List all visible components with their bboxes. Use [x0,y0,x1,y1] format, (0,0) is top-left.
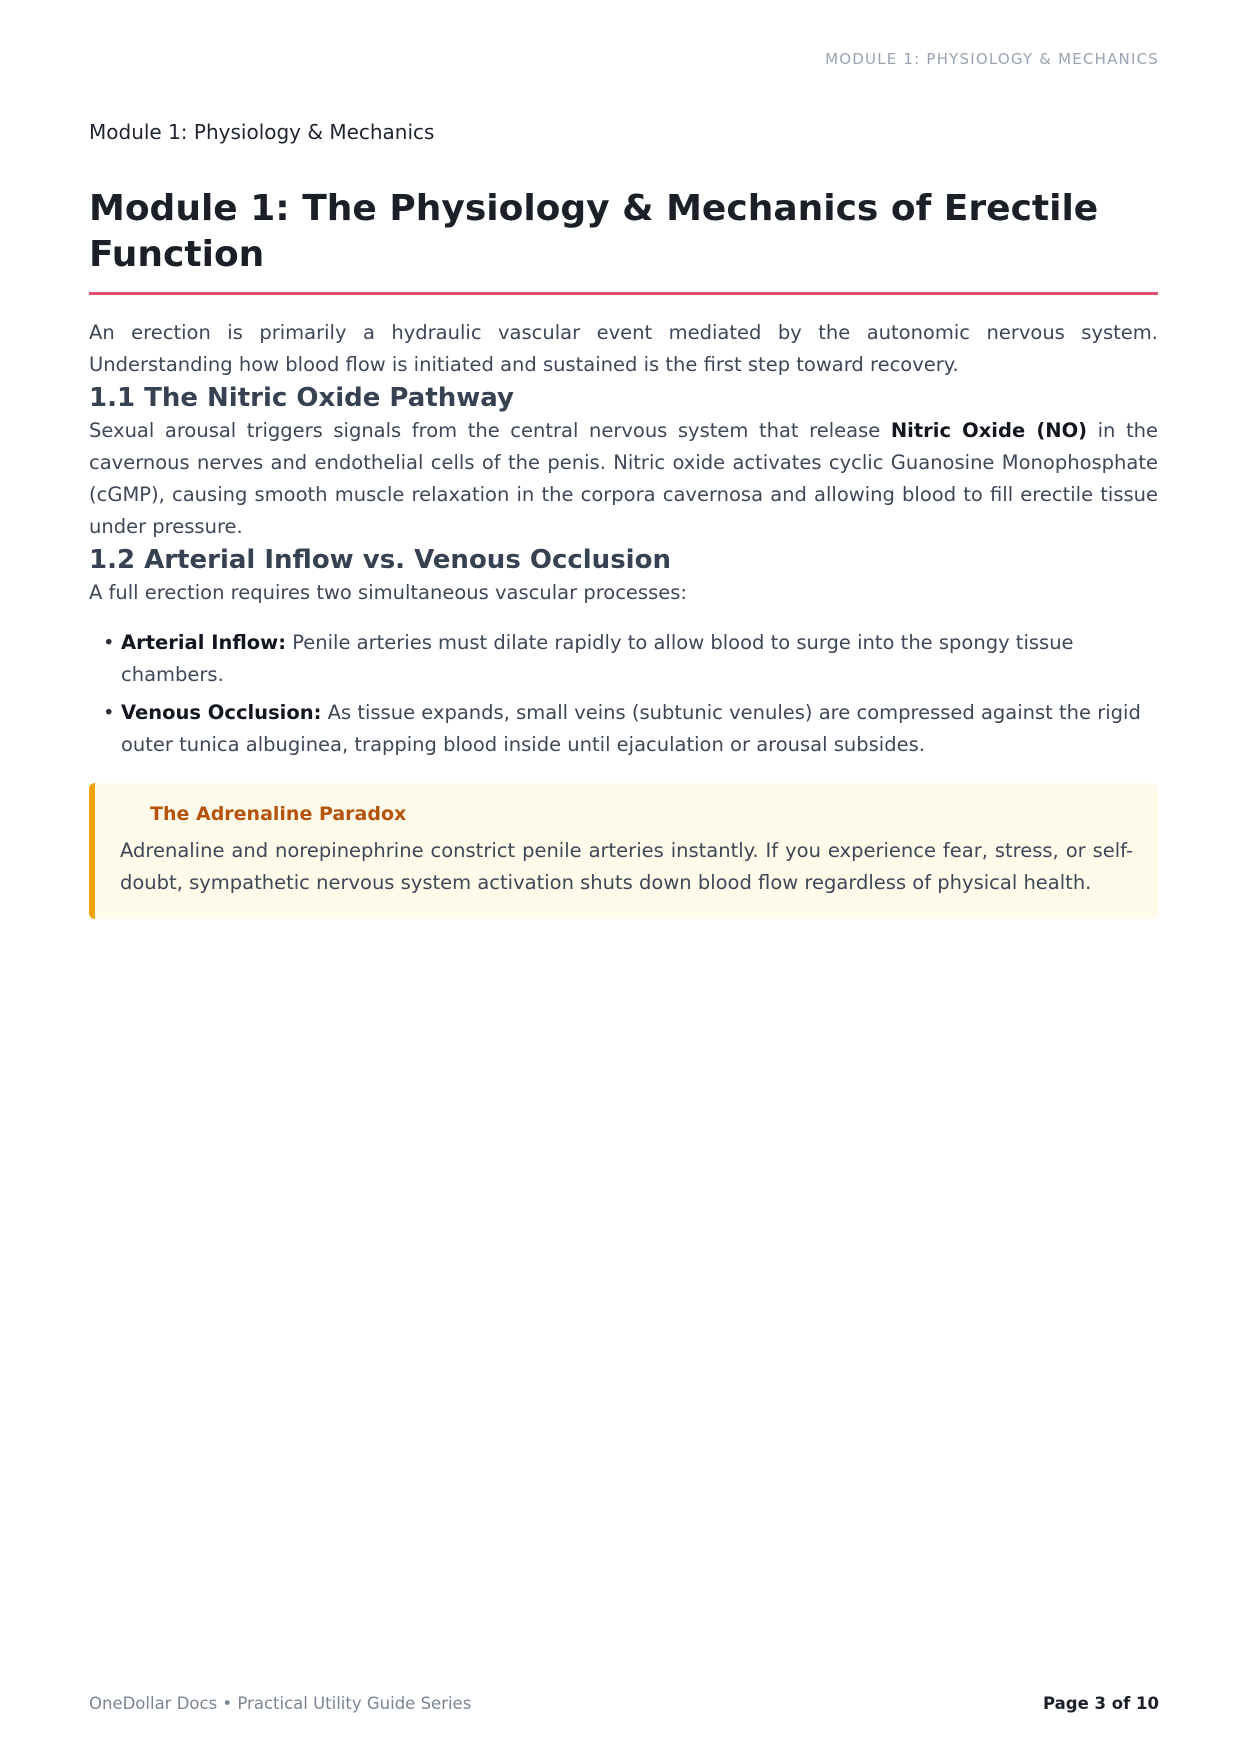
callout-body: Adrenaline and norepinephrine constrict penile arteries instantly. If you experience fear, stress, or self-doubt, sympathetic nervous system activation shuts down blood flow regardless of physical health. [120,839,1133,894]
nitric-oxide-paragraph [89,415,1158,543]
page-content [89,118,1158,919]
bullet-icon: • [103,631,115,654]
bullet-icon: • [103,701,115,724]
list-item-text: Penile arteries must dilate rapidly to allow blood to surge into the spongy tissue chambers. [121,631,1074,686]
intro-paragraph: An erection is primarily a hydraulic vascular event mediated by the autonomic nervous system. Understanding how blood flow is initiated and sustained is the first step toward recovery. [89,321,1158,376]
inflow-lead-paragraph: A full erection requires two simultaneous vascular processes: [89,581,687,604]
process-list [89,627,1158,761]
running-header: MODULE 1: PHYSIOLOGY & MECHANICS [825,50,1159,68]
nitric-oxide-text-before: Sexual arousal triggers signals from the central nervous system that release [89,419,891,442]
callout-box [89,783,1158,919]
page-title: Module 1: The Physiology & Mechanics of Erectile Function [89,186,1158,295]
footer-series: OneDollar Docs • Practical Utility Guide Series [89,1694,472,1713]
list-item-term: Arterial Inflow: [121,631,286,654]
heading-nitric-oxide: 1.1 The Nitric Oxide Pathway [89,383,514,413]
list-item [89,627,1158,691]
list-item-term: Venous Occlusion: [121,701,322,724]
list-item [89,697,1158,761]
heading-inflow-occlusion: 1.2 Arterial Inflow vs. Venous Occlusion [89,545,671,575]
list-item-text: As tissue expands, small veins (subtunic venules) are compressed against the rigid outer tunica albuginea, trapping blood inside until ejaculation or arousal subsides. [121,701,1141,756]
callout-title: The Adrenaline Paradox [150,803,407,825]
section-label: Module 1: Physiology & Mechanics [89,120,435,144]
page-number: Page 3 of 10 [1043,1694,1159,1713]
nitric-oxide-text-after: in the cavernous nerves and endothelial cells of the penis. Nitric oxide activates cyclic Guanosine Monophosphate (cGMP), causing smooth muscle relaxation in the corpora cavernosa and allowing blood to fill erectile tissue under pressure. [89,419,1158,538]
nitric-oxide-bold-term: Nitric Oxide (NO) [890,419,1088,442]
